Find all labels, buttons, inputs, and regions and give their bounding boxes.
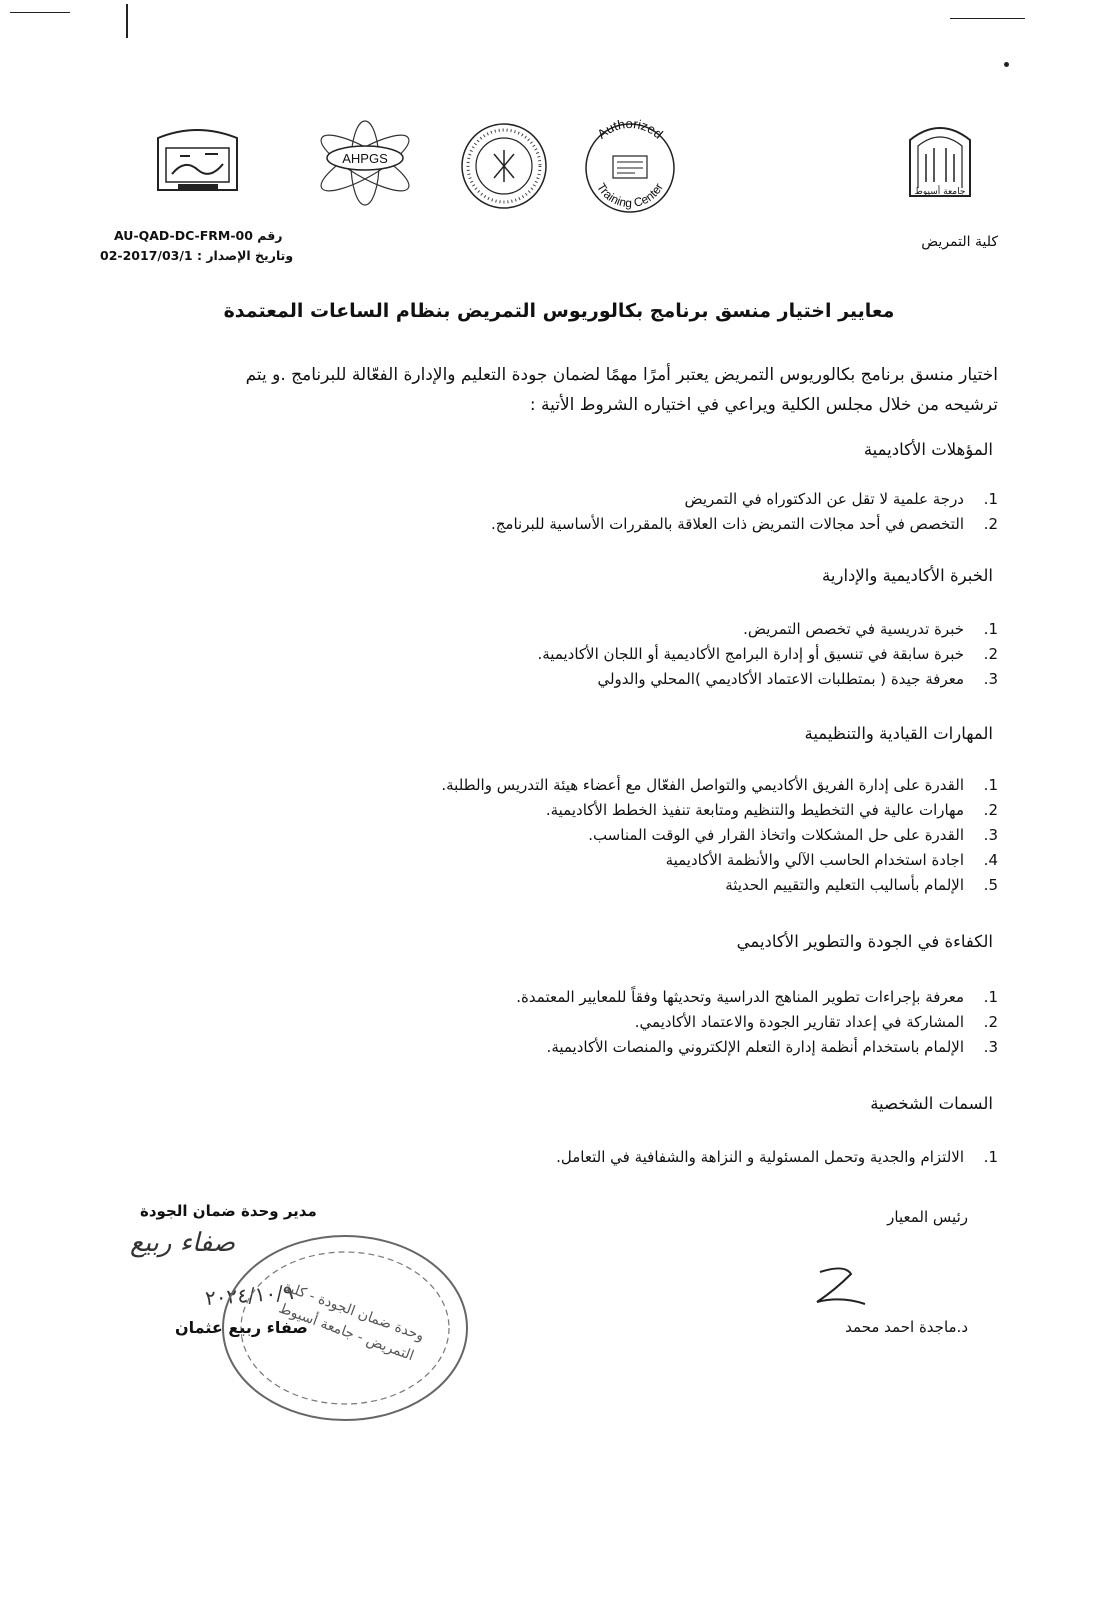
item-text: الالتزام والجدية وتحمل المسئولية و النزاهة والشفافية في التعامل. <box>556 1148 964 1166</box>
list-item <box>684 490 998 508</box>
section-heading-academic-qualifications: المؤهلات الأكاديمية <box>863 440 993 459</box>
intro-line-2: ترشيحه من خلال مجلس الكلية ويراعي في اختياره الشروط الأتية : <box>529 395 998 415</box>
list-item <box>743 620 998 638</box>
scan-artifact-top-dash-right <box>950 18 1025 19</box>
university-logo-text: جامعة أسيوط <box>914 187 966 197</box>
quality-unit-director-name: صفاء ربيع عثمان <box>175 1318 308 1337</box>
scan-artifact-vertical-line <box>126 4 128 38</box>
list-item <box>556 1148 998 1166</box>
list-item <box>588 826 998 844</box>
issue-date: وتاريخ الإصدار : 2017/03/1-02 <box>100 248 294 263</box>
ahpgs-logo-text: AHPGS <box>342 151 388 166</box>
item-number: 2. <box>983 1013 998 1031</box>
faculty-logo-left <box>150 128 245 198</box>
list-item <box>516 988 998 1006</box>
accreditation-seal-logo <box>458 120 550 212</box>
item-text: خبرة تدريسية في تخصص التمريض. <box>743 620 964 638</box>
item-number: 1. <box>983 776 998 794</box>
list-item <box>491 515 998 533</box>
list-item <box>597 670 998 688</box>
authorized-text: Authorized <box>594 118 666 142</box>
stamp-text: وحدة ضمان الجودة - كلية التمريض - جامعة أسيوط <box>276 1278 427 1365</box>
item-number: 1. <box>983 490 998 508</box>
item-number: 1. <box>983 1148 998 1166</box>
form-code: AU-QAD-DC-FRM-00 رقم <box>114 228 283 243</box>
criterion-head-name: د.ماجدة احمد محمد <box>845 1318 968 1336</box>
intro-line-1: اختيار منسق برنامج بكالوريوس التمريض يعتبر أمرًا مهمًا لضمان جودة التعليم والإدارة الفعّالة للبرنامج .و يتم <box>245 365 998 385</box>
training-center-text: Training Center <box>594 180 666 211</box>
item-text: معرفة جيدة ( بمتطلبات الاعتماد الأكاديمي )المحلي والدولي <box>597 670 964 688</box>
section-heading-leadership-skills: المهارات القيادية والتنظيمية <box>804 724 993 743</box>
item-number: 2. <box>983 515 998 533</box>
quality-unit-director-title: مدير وحدة ضمان الجودة <box>140 1202 317 1220</box>
item-number: 3. <box>983 1038 998 1056</box>
list-item <box>537 645 998 663</box>
intro-paragraph <box>80 360 998 420</box>
item-text: خبرة سابقة في تنسيق أو إدارة البرامج الأكاديمية أو اللجان الأكاديمية. <box>537 645 964 663</box>
svg-text:Authorized <box>594 118 665 142</box>
item-number: 1. <box>983 620 998 638</box>
item-number: 1. <box>983 988 998 1006</box>
section-heading-personal-traits: السمات الشخصية <box>870 1094 993 1113</box>
document-title: معايير اختيار منسق برنامج بكالوريوس التمريض بنظام الساعات المعتمدة <box>223 300 895 322</box>
ahpgs-logo <box>310 118 420 208</box>
item-text: الإلمام بأساليب التعليم والتقييم الحديثة <box>725 876 964 894</box>
scan-artifact-top-dash-left <box>10 12 70 13</box>
item-text: معرفة بإجراءات تطوير المناهج الدراسية وتحديثها وفقاً للمعايير المعتمدة. <box>516 988 964 1006</box>
item-number: 3. <box>983 670 998 688</box>
list-item <box>441 776 998 794</box>
section-heading-quality-development: الكفاءة في الجودة والتطوير الأكاديمي <box>736 932 993 951</box>
list-item <box>666 851 998 869</box>
criterion-head-title: رئيس المعيار <box>887 1208 968 1226</box>
list-item <box>547 1038 998 1056</box>
list-item <box>546 801 998 819</box>
item-text: القدرة على إدارة الفريق الأكاديمي والتواصل الفعّال مع أعضاء هيئة التدريس والطلبة. <box>441 776 964 794</box>
handwritten-signature-right <box>805 1262 875 1312</box>
item-number: 2. <box>983 645 998 663</box>
authorized-training-center-logo <box>575 118 685 213</box>
item-text: التخصص في أحد مجالات التمريض ذات العلاقة بالمقررات الأساسية للبرنامج. <box>490 515 964 533</box>
item-number: 4. <box>983 851 998 869</box>
item-text: القدرة على حل المشكلات واتخاذ القرار في الوقت المناسب. <box>588 826 964 844</box>
list-item <box>725 876 998 894</box>
section-heading-experience: الخبرة الأكاديمية والإدارية <box>822 566 993 585</box>
item-text: المشاركة في إعداد تقارير الجودة والاعتماد الأكاديمي. <box>634 1013 964 1031</box>
list-item <box>635 1013 998 1031</box>
svg-text:Training Center <box>594 181 666 210</box>
item-number: 5. <box>983 876 998 894</box>
faculty-name: كلية التمريض <box>921 234 998 250</box>
item-text: مهارات عالية في التخطيط والتنظيم ومتابعة تنفيذ الخطط الأكاديمية. <box>545 801 964 819</box>
item-text: درجة علمية لا تقل عن الدكتوراه في التمريض <box>684 490 964 508</box>
item-number: 3. <box>983 826 998 844</box>
assiut-university-logo <box>900 118 980 200</box>
scan-artifact-dot <box>1004 62 1009 67</box>
item-text: اجادة استخدام الحاسب الآلي والأنظمة الأكاديمية <box>665 851 964 869</box>
document-code-block <box>100 226 310 266</box>
handwritten-signature-left: صفاء ربيع <box>130 1228 236 1258</box>
item-number: 2. <box>983 801 998 819</box>
handwritten-date: ٢٠٢٤/١٠/٩ <box>204 1279 295 1311</box>
item-text: الإلمام باستخدام أنظمة إدارة التعلم الإلكتروني والمنصات الأكاديمية. <box>546 1038 964 1056</box>
